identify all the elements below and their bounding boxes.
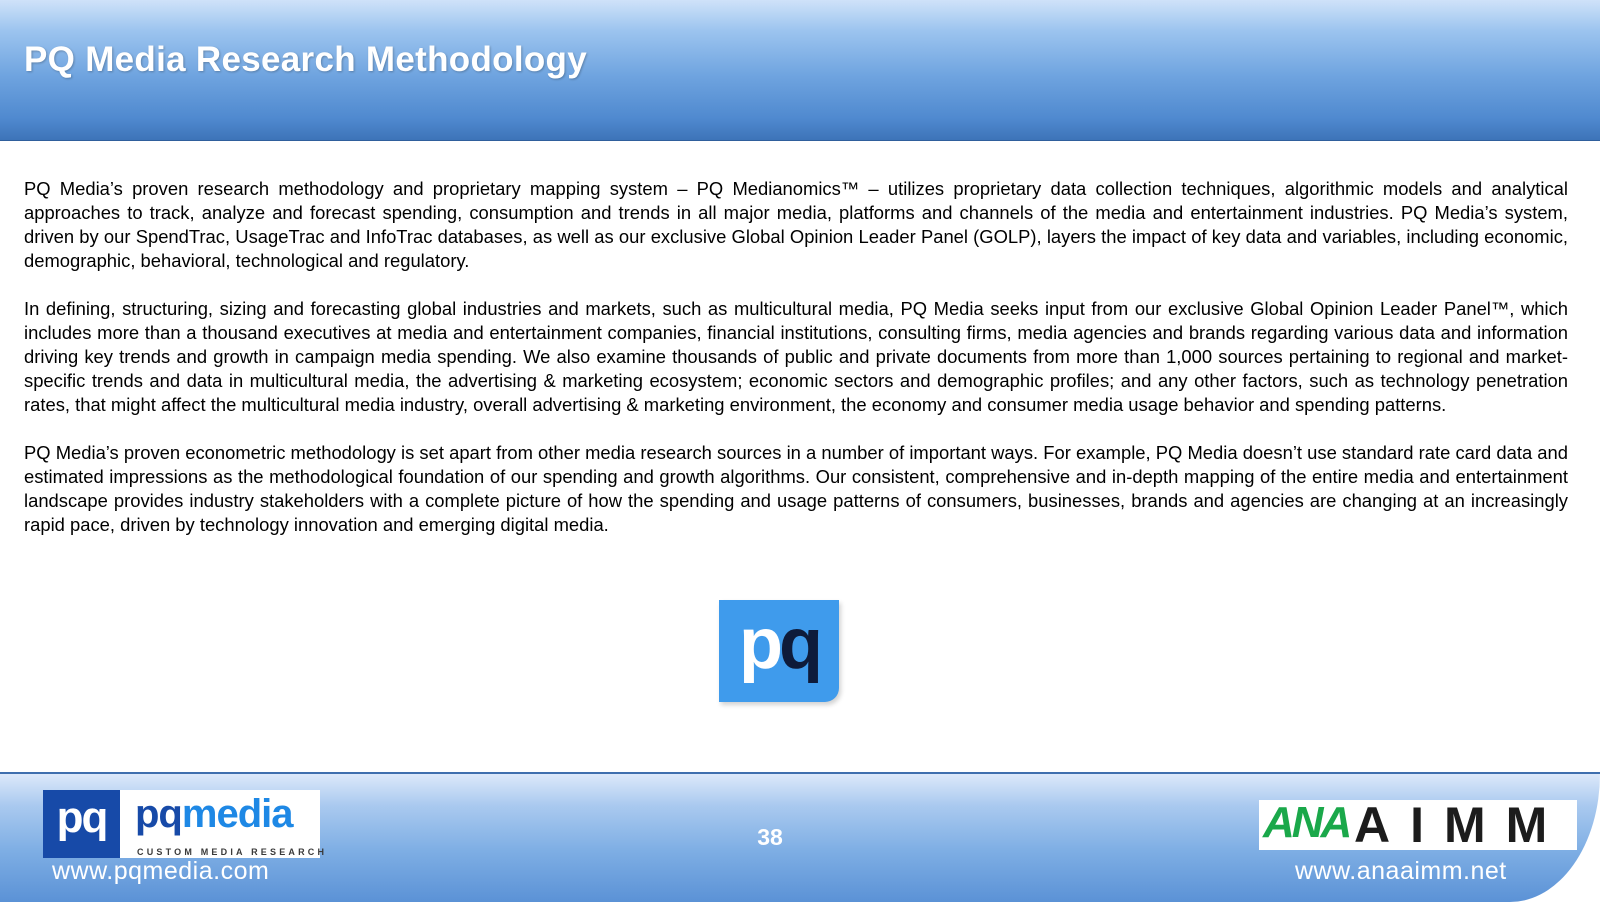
pq-logo-p: p [739, 604, 779, 684]
paragraph-2: In defining, structuring, sizing and forecasting global industries and markets, such as multicultural media, PQ Media seeks input from our exclusive Global Opinion Leader Panel™, which includes more than a thousand executives at media and entertainment companies, financial institutions, consulting firms, media agencies and brands regarding various data and information driving key trends and growth in campaign media spending. We also examine thousands of public and private documents from more than 1,000 sources pertaining to regional and market-specific trends and data in multicultural media, the advertising & marketing ecosystem; economic sectors and demographic profiles; and any other factors, such as technology penetration rates, that might affect the multicultural media industry, overall advertising & marketing environment, the economy and consumer media usage behavior and spending patterns. [24, 298, 1568, 415]
pqmedia-logo-box-text: pq [56, 793, 107, 842]
body-content [24, 177, 1568, 561]
pqmedia-wordmark-pq: pq [135, 792, 182, 836]
pqmedia-url-link[interactable]: www.pqmedia.com [52, 857, 270, 885]
pq-logo-q: q [779, 604, 819, 684]
page-title: PQ Media Research Methodology [24, 40, 587, 79]
aimm-logo-text: AIMM [1354, 797, 1568, 853]
pq-center-logo [719, 600, 839, 702]
pqmedia-tagline: CUSTOM MEDIA RESEARCH [137, 847, 328, 857]
paragraph-1: PQ Media’s proven research methodology and proprietary mapping system – PQ Medianomics™ – utilizes proprietary data collection techniques, algorithmic models and analytical approaches to track, analyze and forecast spending, consumption and trends in all major media, platforms and channels of the media and entertainment industries. PQ Media’s system, driven by our SpendTrac, UsageTrac and InfoTrac databases, as well as our exclusive Global Opinion Leader Panel (GOLP), layers the impact of key data and variables, including economic, demographic, behavioral, technological and regulatory. [24, 178, 1568, 271]
pqmedia-wordmark [135, 792, 292, 837]
page-number: 38 [757, 824, 783, 850]
ana-logo-text: ANA [1263, 798, 1350, 847]
footer-bar [0, 772, 1600, 902]
pq-logo-mark [739, 604, 819, 684]
pqmedia-logo-box [43, 790, 120, 858]
pqmedia-wordmark-media: media [181, 792, 293, 836]
pqmedia-logo [43, 790, 328, 858]
anaaimm-url-link[interactable]: www.anaaimm.net [1295, 857, 1507, 885]
header-bar [0, 0, 1600, 141]
ana-aimm-logo [1259, 797, 1577, 853]
paragraph-3: PQ Media’s proven econometric methodology is set apart from other media research sources in a number of important ways. For example, PQ Media doesn’t use standard rate card data and estimated impressions as the methodological foundation of our spending and growth algorithms. Our consistent, comprehensive and in-depth mapping of the entire media and entertainment landscape provides industry stakeholders with a complete picture of how the spending and usage patterns of consumers, businesses, brands and agencies are changing at an increasingly rapid pace, driven by technology innovation and emerging digital media. [24, 442, 1568, 535]
